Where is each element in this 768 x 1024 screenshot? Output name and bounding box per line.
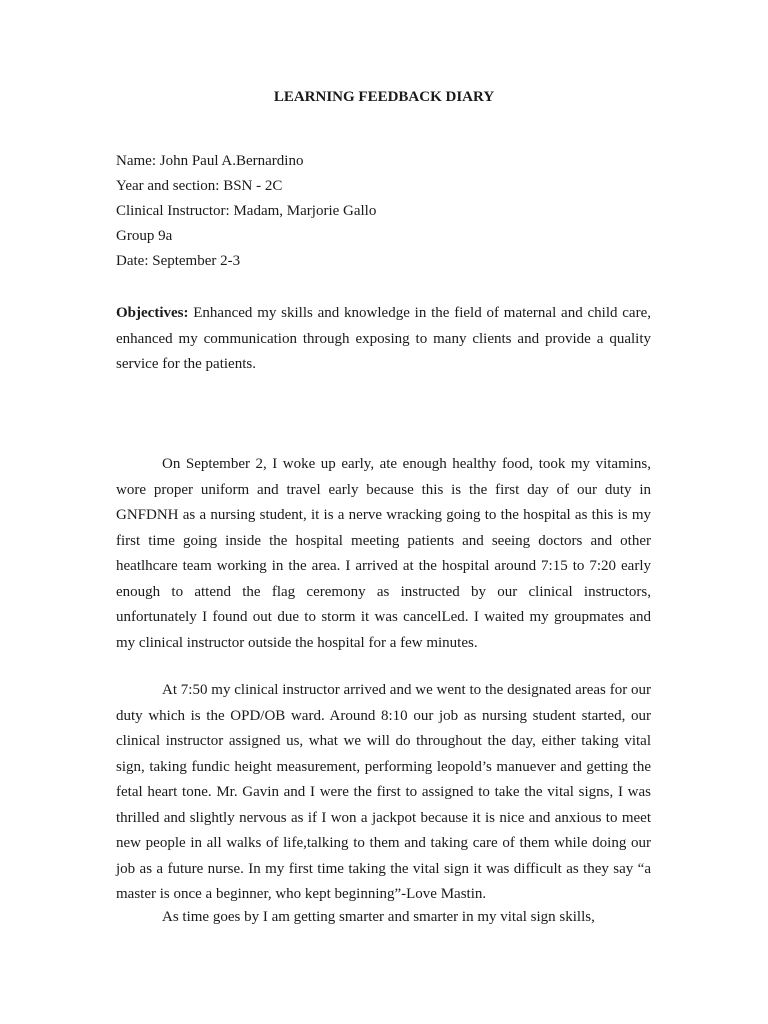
objectives-label: Objectives: [116, 305, 189, 321]
student-name: Name: John Paul A.Bernardino [116, 153, 304, 169]
objectives-text: Enhanced my skills and knowledge in the field of maternal and child care, enhanced my communication through exposing to many clients and provide a quality service for the patients. [116, 305, 651, 372]
body-paragraph: On September 2, I woke up early, ate enough healthy food, took my vitamins, wore proper uniform and travel early because this is the first day of our duty in GNFDNH as a nursing student, it is a nerve wracking going to the hospital as this is my first time going inside the hospital meeting patients and seeing doctors and other heatlhcare team working in the area. I arrived at the hospital around 7:15 to 7:20 early enough to attend the flag ceremony as instructed by our clinical instructors, unfortunately I found out due to storm it was cancelLed. I waited my groupmates and my clinical instructor outside the hospital for a few minutes. [116, 456, 651, 651]
student-info [116, 151, 656, 276]
document-title: LEARNING FEEDBACK DIARY [273, 89, 495, 105]
group-number: Group 9a [116, 228, 173, 244]
year-section: Year and section: BSN - 2C [116, 178, 283, 194]
body-paragraph: At 7:50 my clinical instructor arrived and we went to the designated areas for our duty which is the OPD/OB ward. Around 8:10 our job as nursing student started, our clinical instructor assigned us, what we will do throughout the day, either taking vital sign, taking fundic height measurement, performing leopold’s manuever and getting the fetal heart tone. Mr. Gavin and I were the first to assigned to take the vital signs, I was thrilled and slightly nervous as if I won a jackpot because it is nice and anxious to meet new people in all walks of life,talking to them and taking care of them while doing our job as a future nurse. In my first time taking the vital sign it was difficult as they say “a master is once a beginner, who kept beginning”-Love Mastin. [116, 682, 651, 902]
body-paragraph: As time goes by I am getting smarter and smarter in my vital sign skills, [162, 909, 595, 925]
objectives-paragraph [116, 301, 651, 378]
clinical-instructor: Clinical Instructor: Madam, Marjorie Gallo [116, 203, 377, 219]
diary-date: Date: September 2-3 [116, 253, 241, 269]
